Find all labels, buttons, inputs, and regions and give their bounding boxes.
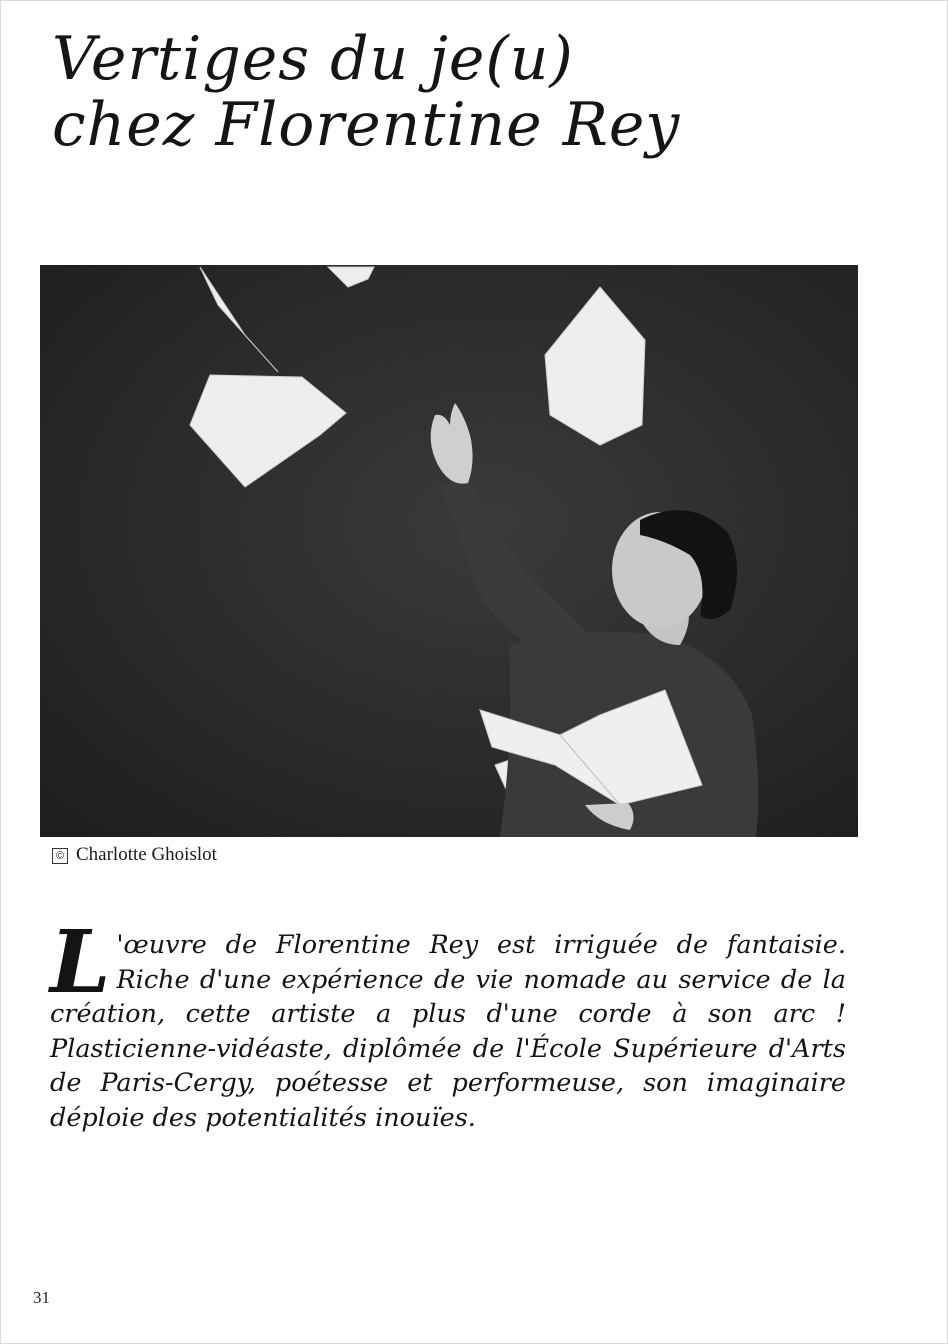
photo-illustration — [40, 265, 858, 837]
copyright-icon: © — [52, 848, 68, 864]
article-photo — [40, 265, 858, 837]
title-line-2: chez Florentine Rey — [52, 90, 681, 160]
page-number: 31 — [33, 1288, 50, 1307]
photo-credit — [52, 843, 217, 867]
article-title — [52, 26, 680, 158]
drop-cap: L — [50, 912, 111, 1013]
title-line-1: Vertiges du je(u) — [52, 24, 574, 94]
photo-credit-text: Charlotte Ghoislot — [76, 844, 217, 865]
lead-text: 'œuvre de Florentine Rey est irriguée de fantaisie. Riche d'une expérience de vie nomade au service de la création, cette artiste a plus d'une corde à son arc ! Plasticienne-vidéaste, diplômée de l'École Supérieure d'Arts de Paris-Cergy, poétesse et performeuse, son imaginaire déploie des potentialités inouïes. — [50, 930, 846, 1133]
lead-paragraph — [50, 912, 846, 1135]
